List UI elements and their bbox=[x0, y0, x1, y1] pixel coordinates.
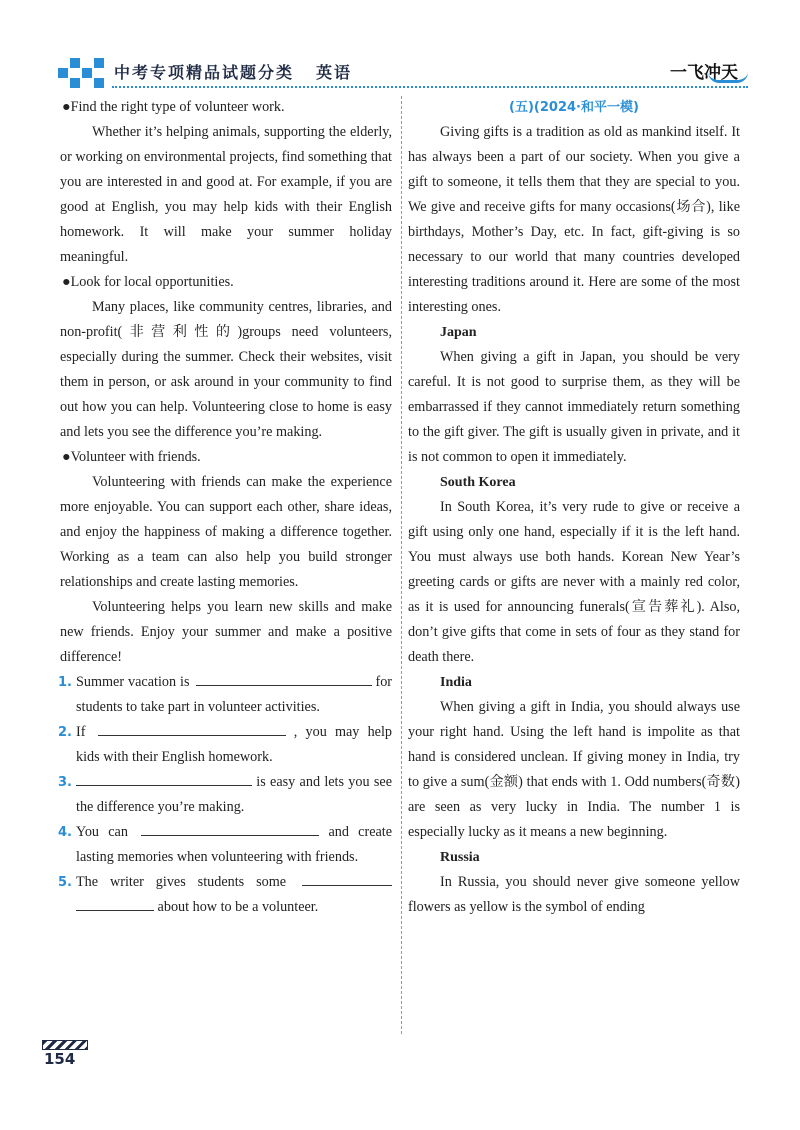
question-number: 3. bbox=[58, 775, 72, 790]
column-divider bbox=[401, 96, 402, 1034]
question-text: for students to take part in volunteer activities. bbox=[76, 674, 393, 715]
question-4 bbox=[60, 820, 392, 870]
question-number: 1. bbox=[58, 675, 72, 690]
question-number: 2. bbox=[58, 725, 72, 740]
clapper-stripes-icon bbox=[42, 1040, 88, 1050]
country-heading-japan: Japan bbox=[440, 325, 477, 340]
question-3 bbox=[60, 770, 392, 820]
tip-heading-1: ●Find the right type of volunteer work. bbox=[62, 99, 285, 115]
paragraph-south-korea: In South Korea, it’s very rude to give or receive a gift using only one hand, especially if it is the left hand. You must always use both hands. Korean New Year’s greeting cards or gifts are never with a mainly red color, as it is used for announcing funerals(宣告葬礼). Also, don’t give gifts that come in sets of four as they stand for death there. bbox=[408, 499, 740, 665]
question-text: about how to be a volunteer. bbox=[157, 899, 319, 915]
series-title: 中考专项精品试题分类 bbox=[114, 63, 295, 82]
answer-blank-continued[interactable] bbox=[76, 896, 154, 911]
intro-paragraph: Giving gifts is a tradition as old as mankind itself. It has always been a part of our society. When you give a gift to someone, it tells them that they are special to you. We give and receive gifts for many occasions(场合), like birthdays, Mother’s Day, etc. In fact, gift-giving is so necessary to our world that many countries developed interesting traditions around it. Here are some of the most interesting ones. bbox=[408, 124, 740, 315]
conclusion-paragraph: Volunteering helps you learn new skills and make new friends. Enjoy your summer and make a positive difference! bbox=[60, 599, 392, 665]
question-text: and create lasting memories when volunteering with friends. bbox=[76, 824, 393, 865]
brand-logo: 一飞冲天 bbox=[670, 63, 738, 83]
brand-swoosh-icon bbox=[708, 72, 748, 83]
question-text: If bbox=[76, 724, 86, 740]
question-5 bbox=[60, 870, 392, 920]
paragraph: Whether it’s helping animals, supporting the elderly, or working on environmental projects, find something that you are interested in and good at. For example, if you are good at English, you may help kids with their English homework. It will make your summer holiday meaningful. bbox=[60, 124, 392, 265]
question-number: 4. bbox=[58, 825, 72, 840]
section-title: (五)(2024·和平一模) bbox=[509, 100, 639, 115]
question-number: 5. bbox=[58, 875, 72, 890]
answer-blank[interactable] bbox=[98, 721, 286, 736]
book-title bbox=[114, 60, 352, 83]
paragraph-russia: In Russia, you should never give someone yellow flowers as yellow is the symbol of ending bbox=[408, 874, 740, 915]
page-number-badge bbox=[40, 1040, 90, 1070]
tip-heading-2: ●Look for local opportunities. bbox=[62, 274, 234, 290]
logo-blocks-icon bbox=[58, 58, 110, 88]
country-heading-india: India bbox=[440, 675, 472, 690]
question-2 bbox=[60, 720, 392, 770]
page-header bbox=[52, 52, 752, 94]
question-text: You can bbox=[76, 824, 128, 840]
answer-blank[interactable] bbox=[302, 871, 392, 886]
question-text: is easy and lets you see the difference you’re making. bbox=[76, 774, 392, 815]
tip-heading-3: ●Volunteer with friends. bbox=[62, 449, 201, 465]
paragraph-india: When giving a gift in India, you should always use your right hand. Using the left hand is impolite as that hand is considered unclean. If giving money in India, try to give a sum(金额) that ends with 1. Odd numbers(奇数) are seen as very lucky in India. The number 1 is especially lucky as it means a new beginning. bbox=[408, 699, 740, 840]
question-text: Summer vacation is bbox=[76, 674, 190, 690]
paragraph-japan: When giving a gift in Japan, you should be very careful. It is not good to surprise them, as they will be embarrassed if they cannot immediately return something to the gift giver. The gift is usually given in private, and it is not common to open it immediately. bbox=[408, 349, 740, 465]
question-text: , you may help kids with their English homework. bbox=[76, 724, 392, 765]
right-column bbox=[408, 95, 740, 920]
header-dotted-line bbox=[112, 86, 748, 88]
answer-blank[interactable] bbox=[196, 671, 372, 686]
country-heading-south-korea: South Korea bbox=[440, 475, 516, 490]
question-1 bbox=[60, 670, 392, 720]
page-number: 154 bbox=[44, 1050, 76, 1068]
question-text: The writer gives students some bbox=[76, 874, 287, 890]
paragraph: Many places, like community centres, libraries, and non-profit(非营利性的)groups need volunteers, especially during the summer. Check their websites, visit them in person, or ask around in your community to find out how you can help. Volunteering close to home is easy and lets you see the difference you’re making. bbox=[60, 299, 392, 440]
country-heading-russia: Russia bbox=[440, 850, 480, 865]
answer-blank[interactable] bbox=[76, 771, 252, 786]
paragraph: Volunteering with friends can make the experience more enjoyable. You can support each other, share ideas, and enjoy the happiness of making a difference together. Working as a team can also help you build stronger relationships and create lasting memories. bbox=[60, 474, 392, 590]
answer-blank[interactable] bbox=[141, 821, 319, 836]
subject-label: 英语 bbox=[316, 63, 353, 82]
left-column bbox=[60, 95, 392, 920]
